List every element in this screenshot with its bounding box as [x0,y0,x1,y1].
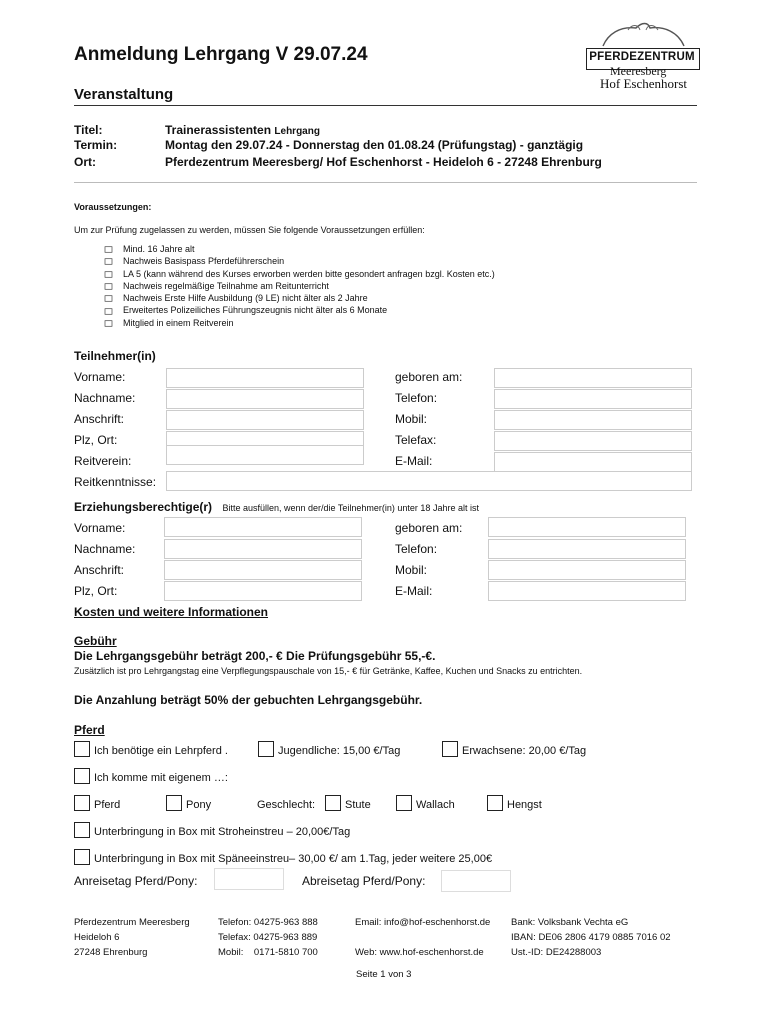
footer-phone: Telefon: 04275-963 888 Telefax: 04275-963 889 Mobil: 0171-5810 700 [218,917,318,958]
horse-head-logo-icon [598,20,688,48]
guardian-birthdate-label: geboren am: [395,521,463,535]
prereq-intro: Um zur Prüfung zugelassen zu werden, müssen Sie folgende Voraussetzungen erfüllen: [74,225,425,235]
horse-type-checkbox[interactable] [74,795,90,811]
place-label: Ort: [74,155,96,169]
need-horse-label: Ich benötige ein Lehrpferd . [94,745,228,757]
phone-label: Telefon: [395,391,438,405]
mobile-label: Mobil: [395,412,428,426]
title-value-sub: Lehrgang [274,126,320,137]
date-label: Termin: [74,138,118,152]
section-heading-veranstaltung: Veranstaltung [74,86,174,103]
guardian-phone-label: Telefon: [395,542,438,556]
arrival-field[interactable] [214,868,284,890]
bullet-box-icon [105,320,113,326]
gelding-checkbox[interactable] [396,795,412,811]
club-field[interactable] [166,445,364,465]
bullet-box-icon [105,259,113,265]
bullet-box-icon [105,283,113,289]
riding-skills-label: Reitkenntnisse: [74,475,157,489]
address-field[interactable] [166,410,364,430]
club-label: Reitverein: [74,454,132,468]
footer-address: Pferdezentrum Meeresberg Heideloh 6 27248 Ehrenburg [74,917,190,958]
place-value: Pferdezentrum Meeresberg/ Hof Eschenhorst - Heideloh 6 - 27248 Ehrenburg [165,155,602,169]
stallion-label: Hengst [507,799,542,811]
email-field[interactable] [494,452,692,472]
address-label: Anschrift: [74,412,125,426]
birthdate-label: geboren am: [395,370,463,384]
departure-field[interactable] [441,870,511,892]
pony-type-checkbox[interactable] [166,795,182,811]
page-number: Seite 1 von 3 [356,969,412,980]
guardian-lastname-label: Nachname: [74,542,136,556]
guardian-firstname-field[interactable] [164,517,362,537]
logo-subtitle-2: Hof Eschenhorst [600,76,688,91]
adult-label: Erwachsene: 20,00 €/Tag [462,745,587,757]
departure-label: Abreisetag Pferd/Pony: [302,874,426,888]
youth-label: Jugendliche: 15,00 €/Tag [278,745,401,757]
need-horse-checkbox[interactable] [74,741,90,757]
fee-note: Zusätzlich ist pro Lehrgangstag eine Verpflegungspauschale von 15,- € für Getränke, Kaffee, Kuchen und Snacks zu entrichten. [74,666,583,676]
guardian-firstname-label: Vorname: [74,521,126,535]
guardian-email-label: E-Mail: [395,584,433,598]
title-label: Titel: [74,123,103,137]
firstname-field[interactable] [166,368,364,388]
guardian-mobile-field[interactable] [488,560,686,580]
deposit-line: Die Anzahlung beträgt 50% der gebuchten Lehrgangsgebühr. [74,693,423,707]
footer-web: Email: info@hof-eschenhorst.de Web: www.hof-eschenhorst.de [355,917,491,958]
guardian-address-label: Anschrift: [74,563,125,577]
guardian-phone-field[interactable] [488,539,686,559]
list-item: Erweitertes Polizeiliches Führungszeugnis nicht älter als 6 Monate [103,304,495,316]
bullet-box-icon [105,271,113,277]
divider [74,105,697,106]
box-shavings-label: Unterbringung in Box mit Späneeinstreu– 30,00 €/ am 1.Tag, jeder weitere 25,00€ [94,853,493,865]
phone-field[interactable] [494,389,692,409]
logo-subtitle-1: Meeresberg [610,64,667,78]
box-shavings-checkbox[interactable] [74,849,90,865]
birthdate-field[interactable] [494,368,692,388]
guardian-zip-city-field[interactable] [164,581,362,601]
arrival-label: Anreisetag Pferd/Pony: [74,874,198,888]
own-horse-checkbox[interactable] [74,768,90,784]
divider [74,182,697,183]
participant-heading: Teilnehmer(in) [74,349,156,363]
guardian-email-field[interactable] [488,581,686,601]
guardian-heading-row [74,498,479,516]
list-item: Mind. 16 Jahre alt [103,243,495,255]
guardian-note: Bitte ausfüllen, wenn der/die Teilnehmer(in) unter 18 Jahre alt ist [222,503,479,513]
bullet-box-icon [105,308,113,314]
zip-city-label: Plz, Ort: [74,433,118,447]
pony-type-label: Pony [186,799,212,811]
lastname-field[interactable] [166,389,364,409]
horse-type-label: Pferd [94,799,121,811]
mare-checkbox[interactable] [325,795,341,811]
page-title: Anmeldung Lehrgang V 29.07.24 [74,44,368,65]
stallion-checkbox[interactable] [487,795,503,811]
prereq-list [103,243,495,329]
guardian-address-field[interactable] [164,560,362,580]
lastname-label: Nachname: [74,391,136,405]
guardian-mobile-label: Mobil: [395,563,428,577]
bullet-box-icon [105,246,113,252]
own-horse-label: Ich komme mit eigenem …: [94,772,228,784]
youth-checkbox[interactable] [258,741,274,757]
email-label: E-Mail: [395,454,433,468]
mare-label: Stute [345,799,371,811]
horse-heading: Pferd [74,723,105,737]
firstname-label: Vorname: [74,370,126,384]
fax-field[interactable] [494,431,692,451]
fee-heading: Gebühr [74,634,117,648]
list-item: Nachweis Basispass Pferdeführerschein [103,255,495,267]
gender-label: Geschlecht: [257,799,316,811]
guardian-zip-city-label: Plz, Ort: [74,584,118,598]
list-item: Nachweis Erste Hilfe Ausbildung (9 LE) nicht älter als 2 Jahre [103,292,495,304]
footer-bank: Bank: Volksbank Vechta eG IBAN: DE06 2806 4179 0885 7016 02 Ust.-ID: DE24288003 [511,917,671,958]
box-straw-checkbox[interactable] [74,822,90,838]
date-value: Montag den 29.07.24 - Donnerstag den 01.08.24 (Prüfungstag) - ganztägig [165,138,584,152]
bullet-box-icon [105,296,113,302]
gelding-label: Wallach [416,799,455,811]
guardian-birthdate-field[interactable] [488,517,686,537]
adult-checkbox[interactable] [442,741,458,757]
fee-line: Die Lehrgangsgebühr beträgt 200,- € Die Prüfungsgebühr 55,-€. [74,649,436,663]
riding-skills-field[interactable] [166,471,692,491]
costs-heading: Kosten und weitere Informationen [74,605,269,619]
list-item: LA 5 (kann während des Kurses erworben werden bitte gesondert anfragen bzgl. Kosten etc.) [103,268,495,280]
logo-title: PFERDEZENTRUM [589,51,695,63]
box-straw-label: Unterbringung in Box mit Stroheinstreu – 20,00€/Tag [94,826,351,838]
fax-label: Telefax: [395,433,437,447]
list-item: Nachweis regelmäßige Teilnahme am Reitunterricht [103,280,495,292]
prereq-heading: Voraussetzungen: [74,202,152,212]
mobile-field[interactable] [494,410,692,430]
title-value [165,123,320,137]
guardian-lastname-field[interactable] [164,539,362,559]
list-item: Mitglied in einem Reitverein [103,317,495,329]
title-value-main: Trainerassistenten [165,123,272,137]
guardian-heading: Erziehungsberechtige(r) [74,500,213,514]
